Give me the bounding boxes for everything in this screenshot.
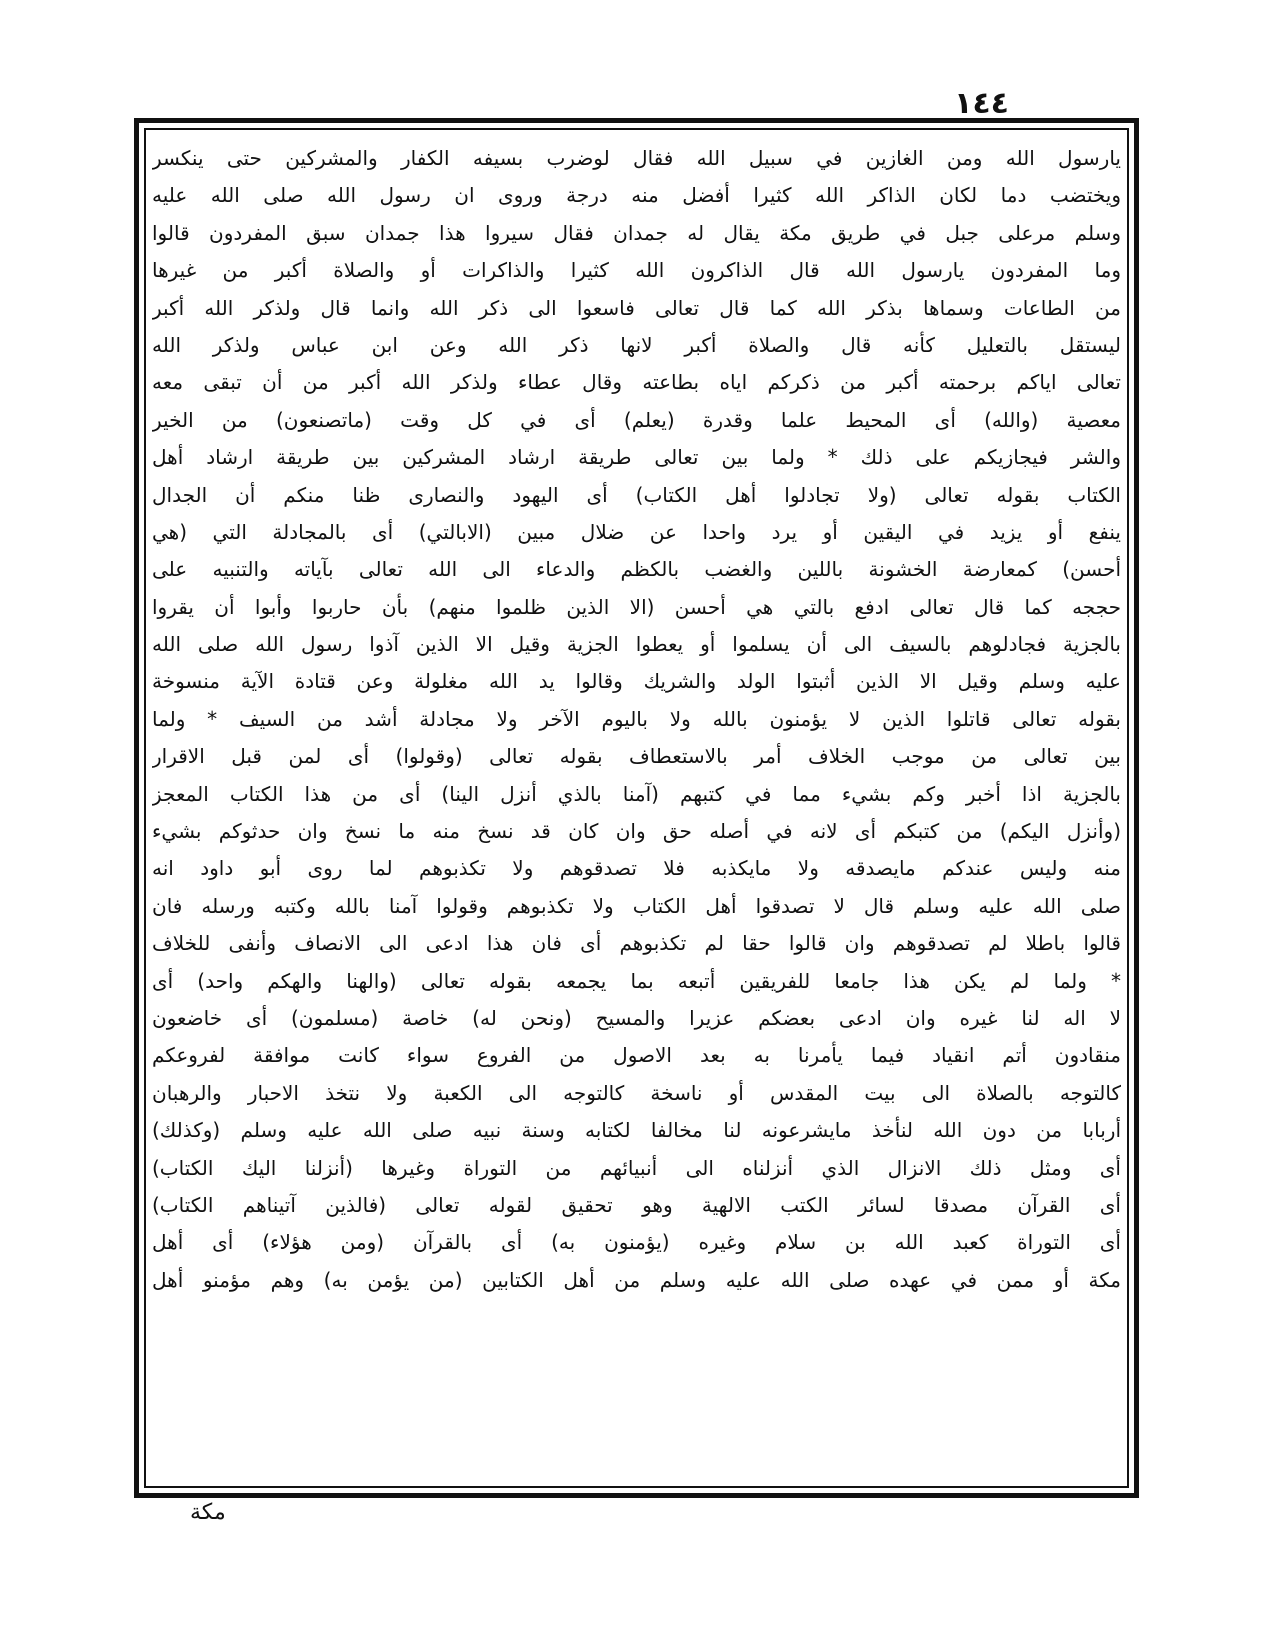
text-line: بين تعالى من موجب الخلاف أمر بالاستعطاف بقوله تعالى (وقولوا) أى لمن قبل الاقرار bbox=[152, 744, 1121, 769]
text-line: ويختضب دما لكان الذاكر الله كثيرا أفضل منه درجة وروى ان رسول الله صلى الله عليه bbox=[152, 183, 1121, 208]
text-line: تعالى اياكم برحمته أكبر من ذكركم اياه بطاعته وقال عطاء ولذكر الله أكبر من أن تبقى معه bbox=[152, 370, 1121, 395]
text-line: وسلم مرعلى جبل في طريق مكة يقال له جمدان فقال سيروا هذا جمدان سبق المفردون قالوا bbox=[152, 220, 1121, 245]
text-line: أحسن) كمعارضة الخشونة باللين والغضب بالكظم والدعاء الى الله تعالى بآياته والتنبيه على bbox=[152, 557, 1121, 582]
text-line: منه وليس عندكم مايصدقه ولا مايكذبه فلا تصدقوهم ولا تكذبوهم لما روى أبو داود انه bbox=[152, 856, 1121, 881]
text-line: وما المفردون يارسول الله قال الذاكرون الله كثيرا والذاكرات أو والصلاة أكبر من غيرها bbox=[152, 258, 1121, 283]
text-line: منقادون أتم انقياد فيما يأمرنا به بعد الاصول من الفروع سواء كانت موافقة لفروعكم bbox=[152, 1043, 1121, 1068]
text-line: والشر فيجازيكم على ذلك * ولما بين تعالى طريقة ارشاد المشركين بين طريقة ارشاد أهل bbox=[152, 445, 1121, 470]
text-line: قالوا باطلا لم تصدقوهم وان قالوا حقا لم تكذبوهم أى فان هذا ادعى الى الانصاف وأنفى للخلاف bbox=[152, 931, 1121, 956]
text-line: أربابا من دون الله لنأخذ مايشرعونه لنا مخالفا لكتابه وسنة نبيه صلى الله عليه وسلم (وكذلك) bbox=[152, 1118, 1121, 1143]
text-line: صلى الله عليه وسلم قال لا تصدقوا أهل الكتاب ولا تكذبوهم وقولوا آمنا بالله وكتبه ورسله فان bbox=[152, 893, 1121, 918]
text-line: * ولما لم يكن هذا جامعا للفريقين أتبعه بما يجمعه بقوله تعالى (والهنا والهكم واحد) أى bbox=[152, 968, 1121, 993]
text-line: ليستقل بالتعليل كأنه قال والصلاة أكبر لانها ذكر الله وعن ابن عباس ولذكر الله bbox=[152, 332, 1121, 357]
text-line: أى ومثل ذلك الانزال الذي أنزلناه الى أنبيائهم من التوراة وغيرها (أنزلنا اليك الكتاب) bbox=[152, 1155, 1121, 1180]
catchword: مكة bbox=[190, 1500, 226, 1525]
text-line: الكتاب بقوله تعالى (ولا تجادلوا أهل الكتاب) أى اليهود والنصارى ظنا منكم أن الجدال bbox=[152, 482, 1121, 507]
text-line: عليه وسلم وقيل الا الذين أثبتوا الولد والشريك وقالوا يد الله مغلولة وعن قتادة الآية منسوخة bbox=[152, 669, 1121, 694]
text-line: بقوله تعالى قاتلوا الذين لا يؤمنون بالله ولا باليوم الآخر ولا مجادلة أشد من السيف * ولما bbox=[152, 706, 1121, 731]
text-line: لا اله لنا غيره وان ادعى بعضكم عزيرا والمسيح (ونحن له) خاصة (مسلمون) أى خاضعون bbox=[152, 1005, 1121, 1030]
text-line: معصية (والله) أى المحيط علما وقدرة (يعلم) أى في كل وقت (ماتصنعون) من الخير bbox=[152, 407, 1121, 432]
text-line: كالتوجه بالصلاة الى بيت المقدس أو ناسخة كالتوجه الى الكعبة ولا نتخذ الاحبار والرهبان bbox=[152, 1080, 1121, 1105]
main-text-block bbox=[152, 140, 1121, 1480]
page-number: ١٤٤ bbox=[954, 86, 1009, 121]
text-line: من الطاعات وسماها بذكر الله كما قال تعالى فاسعوا الى ذكر الله وانما قال ولذكر الله أكبر bbox=[152, 295, 1121, 320]
text-line: أى القرآن مصدقا لسائر الكتب الالهية وهو تحقيق لقوله تعالى (فالذين آتيناهم الكتاب) bbox=[152, 1192, 1121, 1217]
text-line: مكة أو ممن في عهده صلى الله عليه وسلم من أهل الكتابين (من يؤمن به) وهم مؤمنو أهل bbox=[152, 1267, 1121, 1292]
text-line: أى التوراة كعبد الله بن سلام وغيره (يؤمنون به) أى بالقرآن (ومن هؤلاء) أى أهل bbox=[152, 1230, 1121, 1255]
text-line: يارسول الله ومن الغازين في سبيل الله فقال لوضرب بسيفه الكفار والمشركين حتى ينكسر bbox=[152, 146, 1121, 170]
text-line: حججه كما قال تعالى ادفع بالتي هي أحسن (الا الذين ظلموا منهم) بأن حاربوا وأبوا أن يقروا bbox=[152, 594, 1121, 619]
text-line: (وأنزل اليكم) من كتبكم أى لانه في أصله حق وان كان قد نسخ منه ما نسخ وان حدثوكم بشيء bbox=[152, 819, 1121, 844]
text-line: بالجزية فجادلوهم بالسيف الى أن يسلموا أو يعطوا الجزية وقيل الا الذين آذوا رسول الله صلى الله bbox=[152, 632, 1121, 657]
text-line: ينفع أو يزيد في اليقين أو يرد واحدا عن ضلال مبين (الابالتي) أى بالمجادلة التي (هي bbox=[152, 519, 1121, 544]
text-line: بالجزية اذا أخبر وكم بشيء مما في كتبهم (آمنا بالذي أنزل الينا) أى من هذا الكتاب المعجز bbox=[152, 781, 1121, 806]
